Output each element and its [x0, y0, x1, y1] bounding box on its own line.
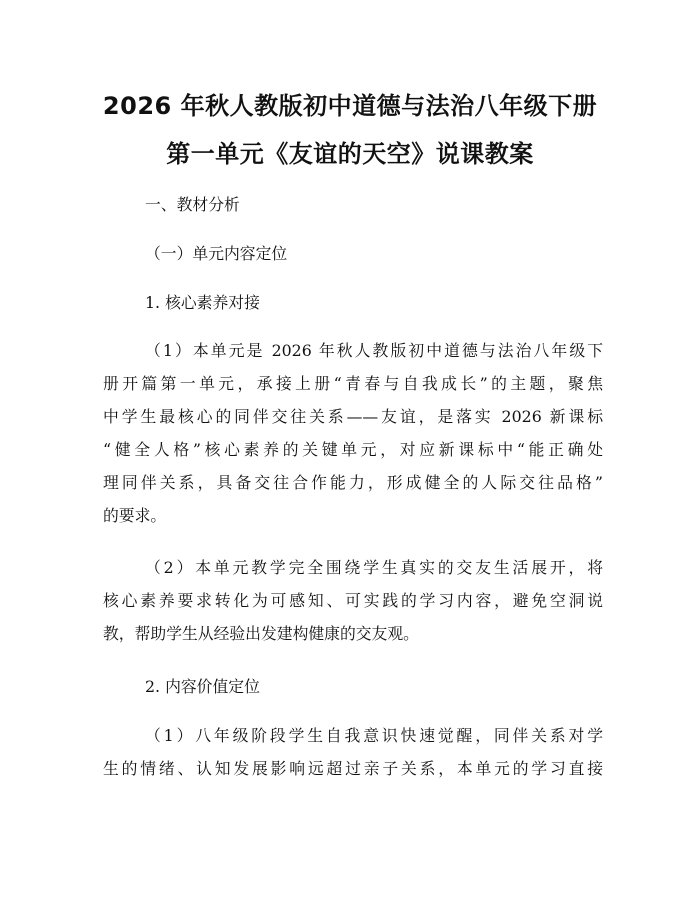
paragraph-line: （2）本单元教学完全围绕学生真实的交友生活展开，将: [145, 558, 603, 577]
paragraph-line: “健全人格”核心素养的关键单元，对应新课标中“能正确处: [103, 440, 603, 459]
paragraph-line: （1）八年级阶段学生自我意识快速觉醒，同伴关系对学: [145, 726, 603, 745]
document-title-line-2: 第一单元《友谊的天空》说课教案: [166, 140, 534, 168]
item-heading: 1. 核心素养对接: [145, 293, 260, 312]
paragraph-line: 中学生最核心的同伴交往关系——友谊，是落实 2026 新课标: [103, 407, 603, 426]
paragraph-line: 理同伴关系，具备交往合作能力，形成健全的人际交往品格”: [103, 473, 603, 492]
paragraph-line: （1）本单元是 2026 年秋人教版初中道德与法治八年级下: [145, 341, 603, 360]
item-heading: 2. 内容价值定位: [145, 677, 260, 696]
document-title-line-1: 2026 年秋人教版初中道德与法治八年级下册: [102, 92, 598, 120]
paragraph-line: 的要求。: [103, 506, 167, 525]
subsection-heading: （一）单元内容定位: [145, 244, 288, 263]
paragraph-line: 册开篇第一单元，承接上册“青春与自我成长”的主题，聚焦: [103, 374, 603, 393]
paragraph-line: 生的情绪、认知发展影响远超过亲子关系，本单元的学习直接: [103, 759, 603, 778]
paragraph-line: 核心素养要求转化为可感知、可实践的学习内容，避免空洞说: [103, 591, 603, 610]
section-heading: 一、教材分析: [145, 195, 240, 214]
paragraph-line: 教，帮助学生从经验出发建构健康的交友观。: [103, 624, 419, 643]
